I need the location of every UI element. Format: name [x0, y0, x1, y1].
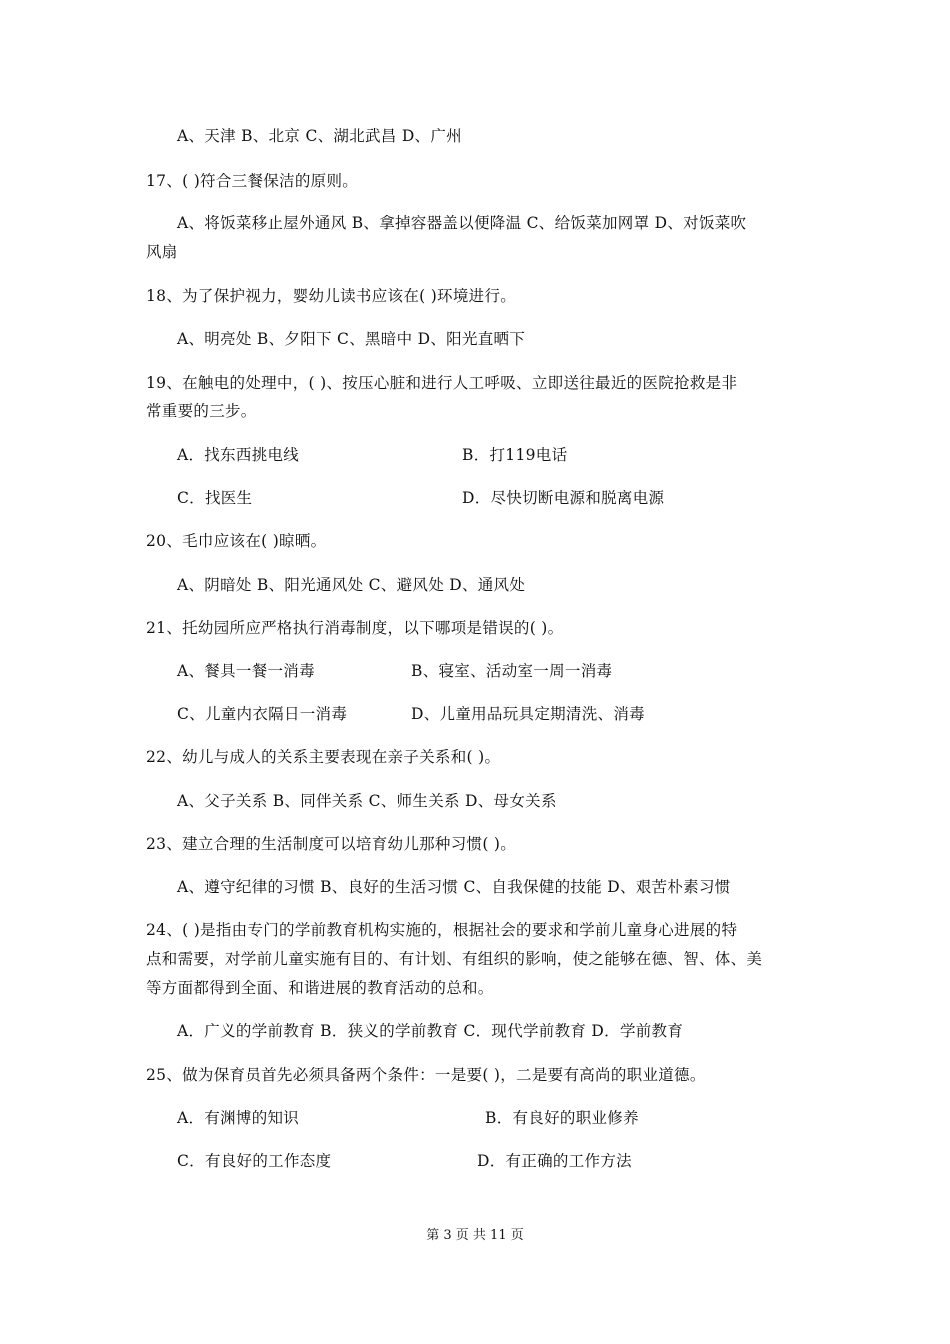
option-b: B．有良好的职业修养 — [485, 1109, 639, 1127]
option-b: B．打119电话 — [462, 446, 568, 464]
question-21: 21、托幼园所应严格执行消毒制度，以下哪项是错误的( )。 — [146, 619, 564, 637]
q23-options: A、遵守纪律的习惯 B、良好的生活习惯 C、自我保健的技能 D、艰苦朴素习惯 — [177, 878, 731, 896]
option-b: B、寝室、活动室一周一消毒 — [411, 662, 613, 680]
question-24: 24、( )是指由专门的学前教育机构实施的，根据社会的要求和学前儿童身心进展的特 — [146, 921, 738, 939]
q22-options: A、父子关系 B、同伴关系 C、师生关系 D、母女关系 — [177, 792, 557, 810]
option-d: D．尽快切断电源和脱离电源 — [462, 489, 665, 507]
page-number-footer: 第 3 页 共 11 页 — [426, 1228, 524, 1243]
question-22: 22、幼儿与成人的关系主要表现在亲子关系和( )。 — [146, 748, 501, 766]
option-a: A．有渊博的知识 — [177, 1109, 300, 1127]
question-23: 23、建立合理的生活制度可以培育幼儿那种习惯( )。 — [146, 835, 517, 853]
q16-options: A、天津 B、北京 C、湖北武昌 D、广州 — [177, 127, 462, 145]
question-25: 25、做为保育员首先必须具备两个条件：一是要( )，二是要有高尚的职业道德。 — [146, 1066, 706, 1084]
question-24-cont1: 点和需要，对学前儿童实施有目的、有计划、有组织的影响，使之能够在德、智、体、美 — [146, 950, 763, 968]
q17-options: A、将饭菜移止屋外通风 B、拿掉容器盖以便降温 C、给饭菜加网罩 D、对饭菜吹 — [177, 214, 747, 232]
option-c: C．有良好的工作态度 — [177, 1152, 332, 1170]
option-c: C、儿童内衣隔日一消毒 — [177, 705, 348, 723]
question-18: 18、为了保护视力，婴幼儿读书应该在( )环境进行。 — [146, 287, 517, 305]
option-c: C．找医生 — [177, 489, 253, 507]
question-19-cont: 常重要的三步。 — [146, 402, 257, 420]
q17-options-cont: 风扇 — [146, 243, 178, 261]
q20-options: A、阴暗处 B、阳光通风处 C、避风处 D、通风处 — [177, 576, 526, 594]
q24-options: A．广义的学前教育 B．狭义的学前教育 C．现代学前教育 D．学前教育 — [177, 1022, 684, 1040]
q18-options: A、明亮处 B、夕阳下 C、黑暗中 D、阳光直晒下 — [177, 330, 526, 348]
option-d: D、儿童用品玩具定期清洗、消毒 — [411, 705, 645, 723]
question-17: 17、( )符合三餐保洁的原则。 — [146, 172, 359, 190]
question-19: 19、在触电的处理中，( )、按压心脏和进行人工呼吸、立即送往最近的医院抢救是非 — [146, 374, 738, 392]
question-24-cont2: 等方面都得到全面、和谐进展的教育活动的总和。 — [146, 979, 494, 997]
option-d: D．有正确的工作方法 — [477, 1152, 632, 1170]
option-a: A．找东西挑电线 — [177, 446, 300, 464]
question-20: 20、毛巾应该在( )晾晒。 — [146, 532, 327, 550]
option-a: A、餐具一餐一消毒 — [177, 662, 315, 680]
